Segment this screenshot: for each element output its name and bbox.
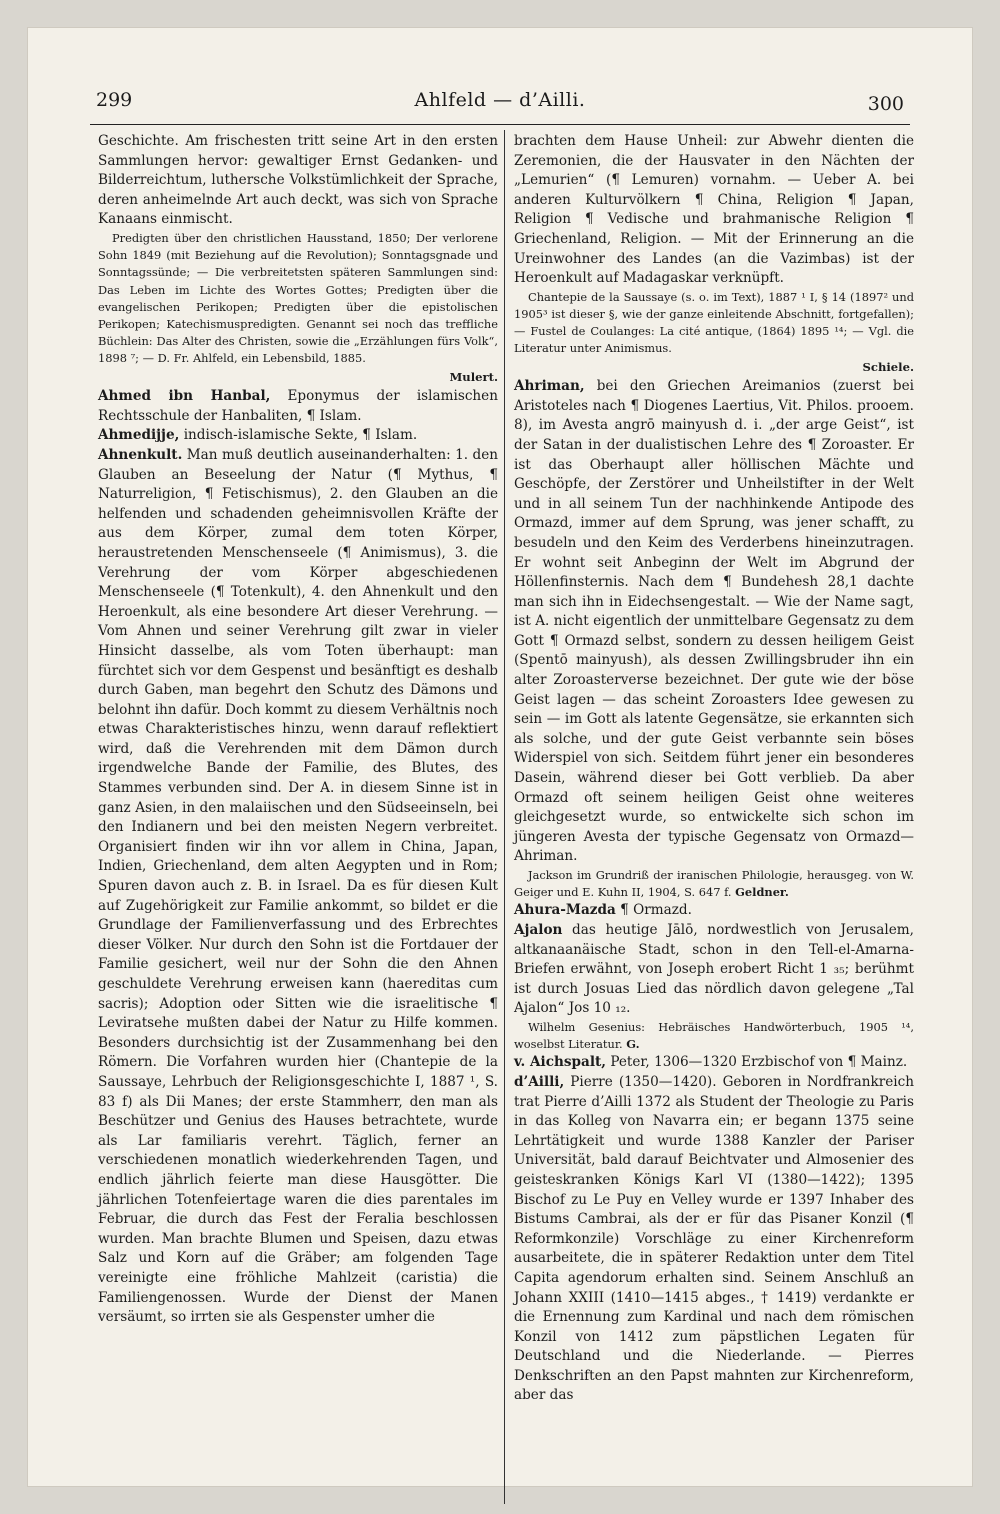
note-text: Wilhelm Gesenius: Hebräisches Handwörterbuch, 1905 ¹⁴, woselbst Literatur. — [514, 1019, 914, 1052]
bibliography-note: Chantepie de la Saussaye (s. o. im Text), 1887 ¹ I, § 14 (1897² und 1905³ ist dieser §, wie der ganze einleitende Abschnitt, fortgefallen); — Fustel de Coulanges: La cité antique, (1864) 1895 ¹⁴; — Vgl. die Literatur unter Animismus. — [514, 289, 914, 356]
body-paragraph: Geschichte. Am frischesten tritt seine Art in den ersten Sammlungen hervor: gewaltiger Ernst Gedanken- und Bilderreichtum, luthersche Volkstümlichkeit der Sprache, deren anheimelnde Art auch deckt, was sich von Sprache Kanaans einmischt. — [98, 133, 498, 228]
bibliography-note — [514, 1019, 914, 1053]
author-signature: G. — [626, 1037, 640, 1052]
entry-headword: Ajalon — [514, 922, 563, 938]
entry — [514, 921, 914, 1019]
entry-headword: Ahriman, — [514, 378, 585, 395]
entry-text: Pierre (1350—1420). Geboren in Nordfrankreich trat Pierre d’Ailli 1372 als Student der Theologie zu Paris in das Kolleg von Navarra ein; er begann 1375 seine Lehrtätigkeit und wurde 1388 Kanzler der Pariser Universität, bald darauf Beichtvater und Almosenier des geisteskranken Königs Karl VI (1380—1422); 1395 Bischof zu Le Puy en Velley wurde er 1397 Inhaber des Bistums Cambrai, als der er für das Pisaner Konzil (¶ Reformkonzile) Vorschläge zu einer Kirchenreform ausarbeitete, die in späterer Redaktion unter dem Titel Capita agendorum erhalten sind. Seinem Anschluß an Johann XXIII (1410—1415 abges., † 1419) verdankte er die Ernennung zum Kardinal und nach dem römischen Konzil von 1412 zum päpstlichen Legaten für Deutschland und die Niederlande. — Pierres Denkschriften an den Papst mahnten zur Kirchenreform, aber das — [514, 1073, 914, 1404]
entry-text: indisch-islamische Sekte, ¶ Islam. — [183, 427, 418, 444]
entry-headword: Ahmed ibn Hanbal, — [98, 388, 271, 405]
entry — [98, 426, 498, 446]
entry-headword: v. Aichspalt, — [514, 1054, 607, 1071]
book-page — [28, 28, 972, 1486]
page-number-right: 300 — [867, 93, 904, 115]
note-text: Jackson im Grundriß der iranischen Philologie, herausgeg. von W. Geiger und E. Kuhn II, 1904, S. 647 f. — [514, 868, 914, 900]
running-header — [96, 83, 904, 123]
entry-text: bei den Griechen Areimanios (zuerst bei Aristoteles nach ¶ Diogenes Laertius, Vit. Philos. prooem. 8), im Avesta angrō mainyush d. i. „der arge Geist“, ist der Satan in der dualistischen Lehre des ¶ Zoroaster. Er ist das Oberhaupt aller höllischen Mächte und Geschöpfe, der Zerstörer und Unheilstifter in der Welt und in all seinem Tun der nachhinkende Antipode des Ormazd, immer auf dem Sprung, was jener schafft, zu besudeln und den Keim des Verderbens hineinzutragen. Er wohnt seit Anbeginn der Welt im Abgrund der Höllenfinsternis. Nach dem ¶ Bundehesh 28,1 dachte man sich ihn in Eidechsengestalt. — Wie der Name sagt, ist A. nicht eigentlich der unmittelbare Gegensatz zu dem Gott ¶ Ormazd selbst, sondern zu dessen heiligem Geist (Spentō mainyush), als dessen Zwillingsbruder ihn ein alter Zoroasterverse bezeichnet. Der gute wie der böse Geist lagen — das scheint Zoroasters Idee gewesen zu sein — im Gott als latente Gegensätze, sie erkannten sich als solche, und der gute Geist verbannte sein böses Widerspiel von sich. Seitdem führt jener ein besonderes Dasein, während dieser bei Gott verblieb. Da aber Ormazd oft seinem heiligen Geist ohne weiteres gleichgesetzt wurde, so entwickelte sich schon im jüngeren Avesta der typische Gegensatz von Ormazd—Ahriman. — [514, 378, 914, 865]
entry-text: Eponymus der islamischen Rechtsschule der Hanbaliten, ¶ Islam. — [98, 388, 498, 424]
author-signature: Geldner. — [735, 885, 789, 900]
entry-headword: d’Ailli, — [514, 1073, 565, 1090]
left-column — [98, 132, 498, 1328]
entry-headword: Ahnenkult. — [98, 446, 183, 463]
entry-headword: Ahmedijje, — [98, 427, 180, 444]
running-title: Ahlfeld — d’Ailli. — [414, 89, 586, 111]
entry-text: ¶ Ormazd. — [620, 902, 692, 919]
bibliography-note: Predigten über den christlichen Hausstand, 1850; Der verlorene Sohn 1849 (mit Beziehung auf die Revolution); Sonntagsgnade und Sonntagssünde; — Die verbreitetsten späteren Sammlungen sind: Das Leben im Lichte des Wortes Gottes; Predigten über die evangelischen Perikopen; Predigten über die epistolischen Perikopen; Katechismuspredigten. Genannt sei noch das treffliche Büchlein: Das Alter des Christen, sowie die „Erzählungen fürs Volk“, 1898 ⁷; — D. Fr. Ahlfeld, ein Lebensbild, 1885. — [98, 230, 498, 366]
header-rule — [90, 124, 910, 125]
entry-text: Man muß deutlich auseinanderhalten: 1. den Glauben an Beseelung der Natur (¶ Mythus, ¶ Naturreligion, ¶ Fetischismus), 2. den Glauben an die helfenden und schadenden geheimnisvollen Kräfte der aus dem Körper, zumal dem toten Körper, heraustretenden Menschenseele (¶ Animismus), 3. die Verehrung der vom Körper abgeschiedenen Menschenseele (¶ Totenkult), 4. den Ahnenkult und den Heroenkult, als eine besondere Art dieser Verehrung. — Vom Ahnen und seiner Verehrung gilt zwar in vieler Hinsicht dasselbe, als vom Toten überhaupt: man fürchtet sich vor dem Gespenst und besänftigt es deshalb durch Gaben, man begehrt den Schutz des Dämons und belohnt ihn dafür. Doch kommt zu diesem Verhältnis noch etwas Charakteristisches hinzu, wenn darauf reflektiert wird, daß die Verehrenden mit dem Dämon durch irgendwelche Bande der Familie, des Blutes, des Stammes verbunden sind. Der A. in diesem Sinne ist in ganz Asien, in den malaiischen und den Südseeinseln, bei den Indianern und bei den meisten Negern verbreitet. Organisiert finden wir ihn vor allem in China, Japan, Indien, Griechenland, dem alten Aegypten und in Rom; Spuren davon auch z. B. in Israel. Da es für diesen Kult auf Zugehörigkeit zur Familie ankommt, so bildet er die Grundlage der Familienverfassung und des Erbrechtes dieser Völker. Nur durch den Sohn ist die Fortdauer der Familie gesichert, weil nur der Sohn die den Ahnen geschuldete Verehrung erweisen kann (haereditas cum sacris); Adoption oder Sitten wie die israelitische ¶ Leviratsehe mußten dabei der Natur zu Hilfe kommen. Besonders durchsichtig ist der Zusammenhang bei den Römern. Die Vorfahren wurden hier (Chantepie de la Saussaye, Lehrbuch der Religionsgeschichte I, 1887 ¹, S. 83 f) als Dii Manes; der erste Stammherr, den man als Beschützer und Genius des Hauses betrachtete, wurde als Lar familiaris verehrt. Täglich, ferner an verschiedenen monatlich wiederkehrenden Tagen, und endlich jährlich feierte man diese Hausgötter. Die jährlichen Totenfeiertage waren die dies parentales im Februar, die durch das Fest der Feralia beschlossen wurden. Man brachte Blumen und Speisen, dazu etwas Salz und Korn auf die Gräber; am folgenden Tage vereinigte eine fröhliche Mahlzeit (caristia) die Familiengenossen. Wurde der Dienst der Manen versäumt, so irrten sie als Gespenster umher die — [98, 446, 498, 1326]
entry-headword: Ahura-Mazda — [514, 902, 616, 919]
body-paragraph: brachten dem Hause Unheil: zur Abwehr dienten die Zeremonien, die der Hausvater in den Nächten der „Lemurien“ (¶ Lemuren) vornahm. — Ueber A. bei anderen Kulturvölkern ¶ China, Religion ¶ Japan, Religion ¶ Vedische und brahmanische Religion ¶ Griechenland, Religion. — Mit der Erinnerung an die Ureinwohner des Landes (an die Vazimbas) ist der Heroenkult auf Madagaskar verknüpft. — [514, 133, 914, 287]
bibliography-note — [514, 867, 914, 901]
entry — [98, 446, 498, 1328]
page-number-left: 299 — [96, 89, 133, 111]
entry — [514, 1053, 914, 1073]
entry — [514, 901, 914, 921]
entry — [514, 1073, 914, 1406]
entry — [98, 387, 498, 426]
entry-text: Peter, 1306—1320 Erzbischof von ¶ Mainz. — [610, 1054, 908, 1071]
author-signature: Mulert. — [449, 369, 498, 384]
author-signature: Schiele. — [862, 359, 914, 374]
right-column — [514, 132, 914, 1406]
entry — [514, 377, 914, 867]
column-divider — [504, 130, 505, 1504]
entry-text: das heutige Jālō, nordwestlich von Jerusalem, altkanaanäische Stadt, schon in den Tell-el-Amarna-Briefen erwähnt, von Joseph erobert Richt 1 ₃₅; berühmt ist durch Josuas Lied das nördlich davon gelegene „Tal Ajalon“ Jos 10 ₁₂. — [514, 922, 914, 1017]
